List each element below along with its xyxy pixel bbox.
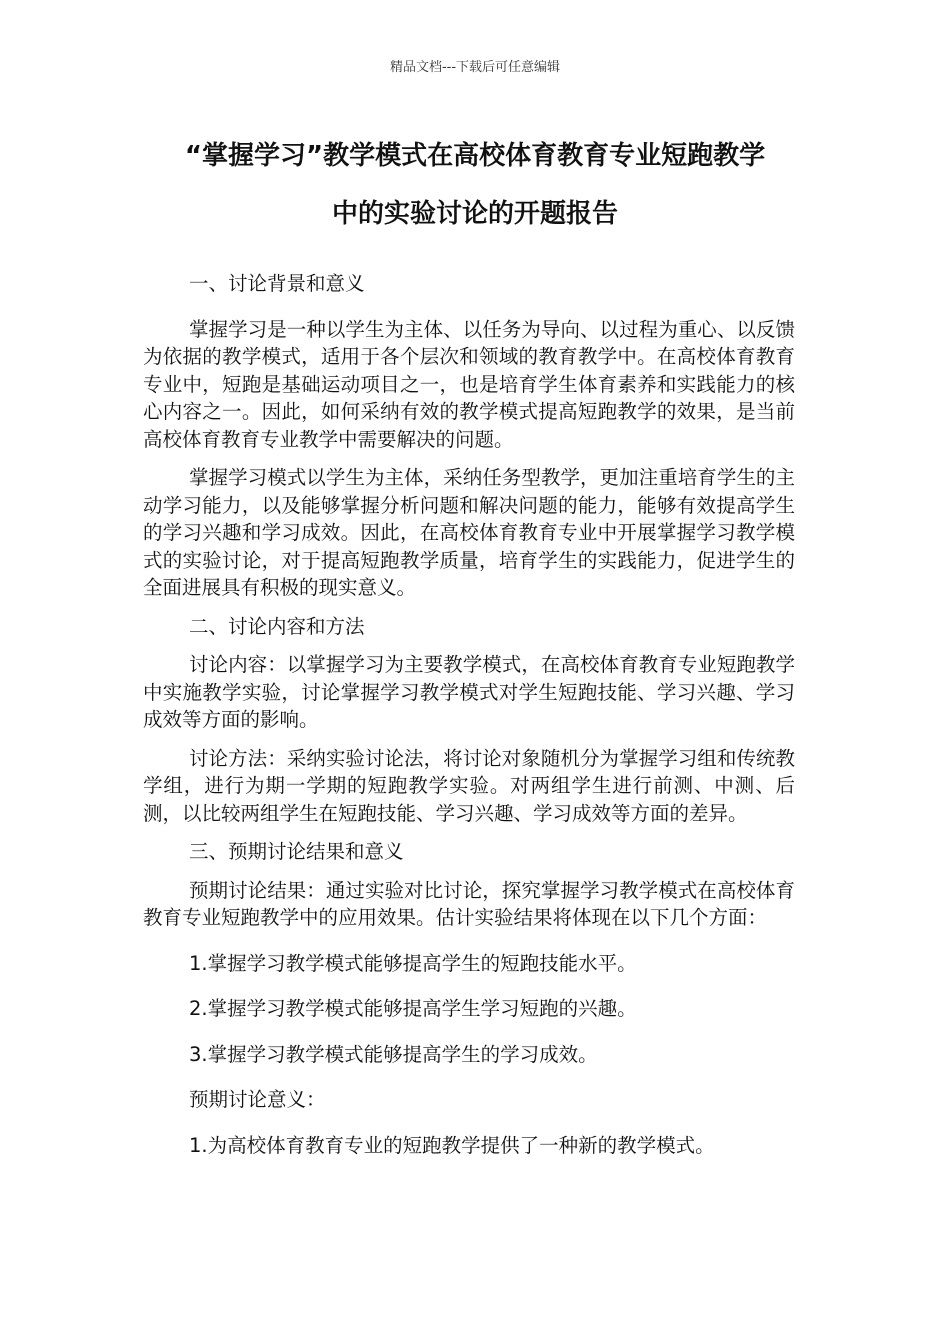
document-title-line-2: 中的实验讨论的开题报告 xyxy=(331,199,618,229)
list-item: 2.掌握学习教学模式能够提高学生学习短跑的兴趣。 xyxy=(189,997,637,1020)
section-heading-content-method: 二、讨论内容和方法 xyxy=(189,614,365,638)
list-item: 1.为高校体育教育专业的短跑教学提供了一种新的教学模式。 xyxy=(189,1133,715,1157)
paragraph-background-2: 掌握学习模式以学生为主体，采纳任务型教学，更加注重培育学生的主动学习能力，以及能够掌握分析问题和解决问题的能力，能够有效提高学生的学习兴趣和学习成效。因此，在高校体育教育专业中开展掌握学习教学模式的实验讨论，对于提高短跑教学质量，培育学生的实践能力，促进学生的全面进展具有积极的现实意义。 xyxy=(143,466,795,599)
expected-meaning-label: 预期讨论意义： xyxy=(189,1088,326,1111)
paragraph-expected-results: 预期讨论结果：通过实验对比讨论，探究掌握学习教学模式在高校体育教育专业短跑教学中的应用效果。估计实验结果将体现在以下几个方面： xyxy=(143,878,795,929)
list-item: 3.掌握学习教学模式能够提高学生的学习成效。 xyxy=(189,1042,598,1066)
paragraph-research-content: 讨论内容：以掌握学习为主要教学模式，在高校体育教育专业短跑教学中实施教学实验，讨论掌握学习教学模式对学生短跑技能、学习兴趣、学习成效等方面的影响。 xyxy=(143,653,795,731)
header-note: 精品文档---下载后可任意编辑 xyxy=(389,60,561,75)
section-heading-background: 一、讨论背景和意义 xyxy=(189,272,365,295)
document-title-line-1: “掌握学习”教学模式在高校体育教育专业短跑教学 xyxy=(184,141,766,171)
section-heading-expected-results: 三、预期讨论结果和意义 xyxy=(189,840,404,863)
paragraph-background-1: 掌握学习是一种以学生为主体、以任务为导向、以过程为重心、以反馈为依据的教学模式，适用于各个层次和领域的教育教学中。在高校体育教育专业中，短跑是基础运动项目之一，也是培育学生体育素养和实践能力的核心内容之一。因此，如何采纳有效的教学模式提高短跑教学的效果，是当前高校体育教育专业教学中需要解决的问题。 xyxy=(143,317,795,451)
list-item: 1.掌握学习教学模式能够提高学生的短跑技能水平。 xyxy=(189,951,637,975)
document-body xyxy=(143,270,795,1159)
paragraph-research-method: 讨论方法：采纳实验讨论法，将讨论对象随机分为掌握学习组和传统教学组，进行为期一学期的短跑教学实验。对两组学生进行前测、中测、后测，以比较两组学生在短跑技能、学习兴趣、学习成效等方面的差异。 xyxy=(143,746,795,825)
